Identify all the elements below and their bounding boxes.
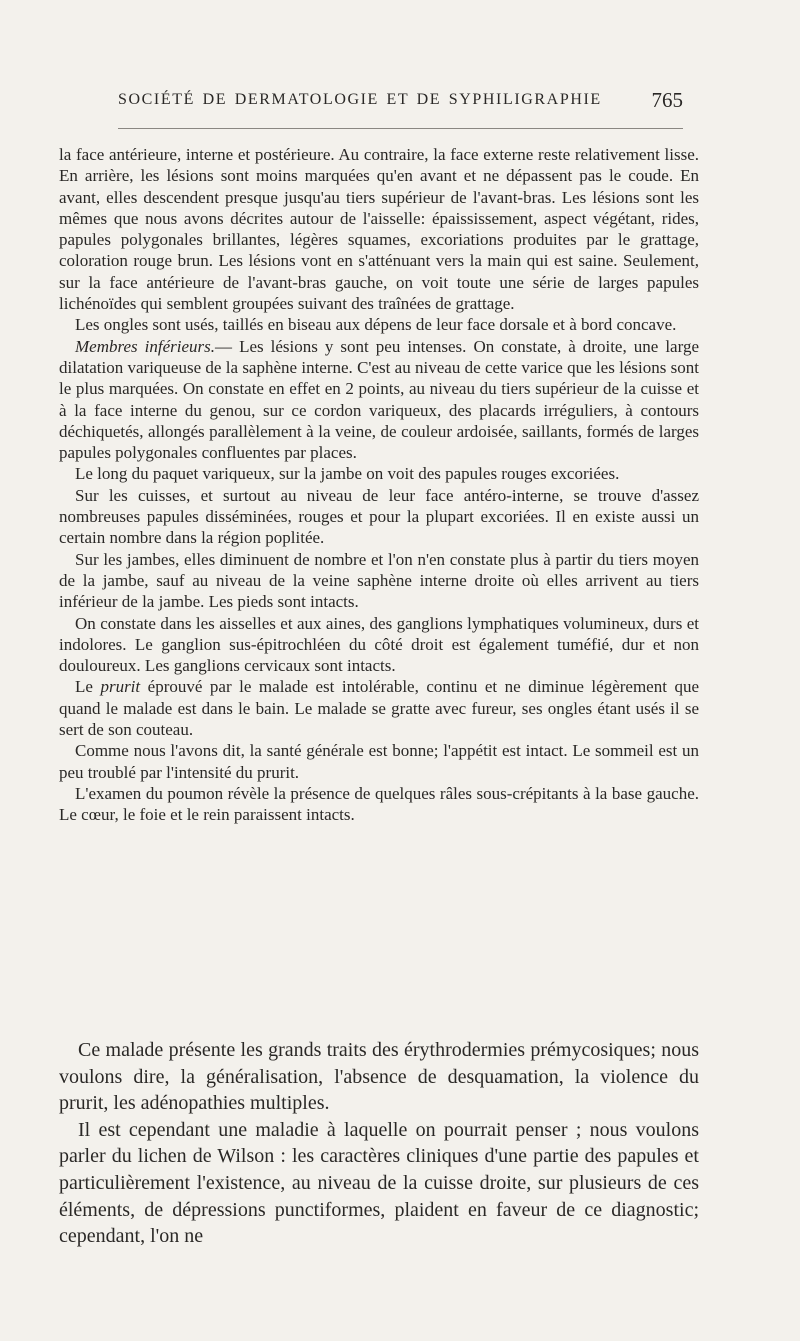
paragraph-prurit <box>59 676 699 740</box>
paragraph-lower-limbs <box>59 336 699 464</box>
paragraph-thighs: Sur les cuisses, et surtout au niveau de leur face antéro-interne, se trouve d'assez nombreuses papules disséminées, rouges et pour la plupart excoriées. Il en existe aussi un certain nombre dans la région poplitée. <box>59 485 699 548</box>
paragraph-general-health: Comme nous l'avons dit, la santé générale est bonne; l'appétit est intact. Le sommeil est un peu troublé par l'intensité du prurit. <box>59 741 699 782</box>
page-header <box>118 88 683 117</box>
paragraph-nails: Les ongles sont usés, taillés en biseau aux dépens de leur face dorsale et à bord concave. <box>75 315 677 335</box>
paragraph-varicose-papules: Le long du paquet variqueux, sur la jambe on voit des papules rouges excoriées. <box>75 464 620 484</box>
lower-limbs-text: — Les lésions y sont peu intenses. On constate, à droite, une large dilatation variqueuse de la saphène interne. C'est au niveau de cette varice que les lésions sont le plus marquées. On constate en effet en 2 points, au niveau du tiers supérieur de la cuisse et à la face interne du genou, sur ce cordon variqueux, des placards irréguliers, à contours déchiquetés, allongés parallèlement à la veine, de couleur ardoisée, saillants, formés de larges papules polygonales confluentes par places. <box>59 336 699 463</box>
paragraph-erythrodermies: Ce malade présente les grands traits des érythrodermies prémycosiques; nous voulons dire, la généralisation, l'absence de desquamation, la violence du prurit, les adénopathies multiples. <box>59 1039 699 1115</box>
prurit-text: éprouvé par le malade est intolérable, continu et ne diminue légèrement que quand le malade est dans le bain. Le malade se gratte avec fureur, ses ongles étant usés il se sert de son couteau. <box>59 677 700 740</box>
paragraph-lung-exam: L'examen du poumon révèle la présence de quelques râles sous-crépitants à la base gauche. Le cœur, le foie et le rein paraissent intacts. <box>59 783 699 825</box>
running-head: SOCIÉTÉ DE DERMATOLOGIE ET DE SYPHILIGRAPHIE <box>118 91 602 108</box>
paragraph-legs: Sur les jambes, elles diminuent de nombre et l'on n'en constate plus à partir du tiers moyen de la jambe, sauf au niveau de la veine saphène interne droite où elles arrivent au tiers inférieur de la jambe. Les pieds sont intacts. <box>59 549 699 612</box>
page-number: 765 <box>651 88 683 112</box>
lower-limbs-heading: Membres inférieurs. <box>75 336 216 356</box>
paragraph-lichen-wilson: Il est cependant une maladie à laquelle on pourrait penser ; nous voulons parler du lichen de Wilson : les caractères cliniques d'une partie des papules et particulièrement l'existence, au niveau de la cuisse droite, sur plusieurs de ces éléments, de dépressions punctiformes, plaident en faveur de ce diagnostic; cependant, l'on ne <box>59 1118 699 1248</box>
discussion-text <box>59 1037 699 1250</box>
paragraph-forearm-lesions: la face antérieure, interne et postérieure. Au contraire, la face externe reste relativement lisse. En arrière, les lésions sont moins marquées qu'en avant et ne dépassent pas le coude. En avant, elles descendent presque jusqu'au tiers supérieur de l'avant-bras. Les lésions sont les mêmes que nous avons décrites autour de l'aisselle: épaississement, aspect végétant, rides, papules polygonales brillantes, légères squames, excoriations produites par le grattage, coloration rouge brun. Les lésions vont en s'atténuant vers la main qui est saine. Seulement, sur la face antérieure de l'avant-bras gauche, on voit toute une série de larges papules lichénoïdes qui semblent groupées suivant des traînées de grattage. <box>59 145 699 314</box>
paragraph-ganglions: On constate dans les aisselles et aux aines, des ganglions lymphatiques volumineux, durs et indolores. Le ganglion sus-épitrochléen du côté droit est également tuméfié, dur et non douloureux. Les ganglions cervicaux sont intacts. <box>59 613 699 676</box>
header-rule <box>118 128 683 129</box>
clinical-observation-text <box>59 144 699 826</box>
prurit-italic: prurit <box>100 677 141 697</box>
prurit-prefix: Le <box>75 677 93 697</box>
